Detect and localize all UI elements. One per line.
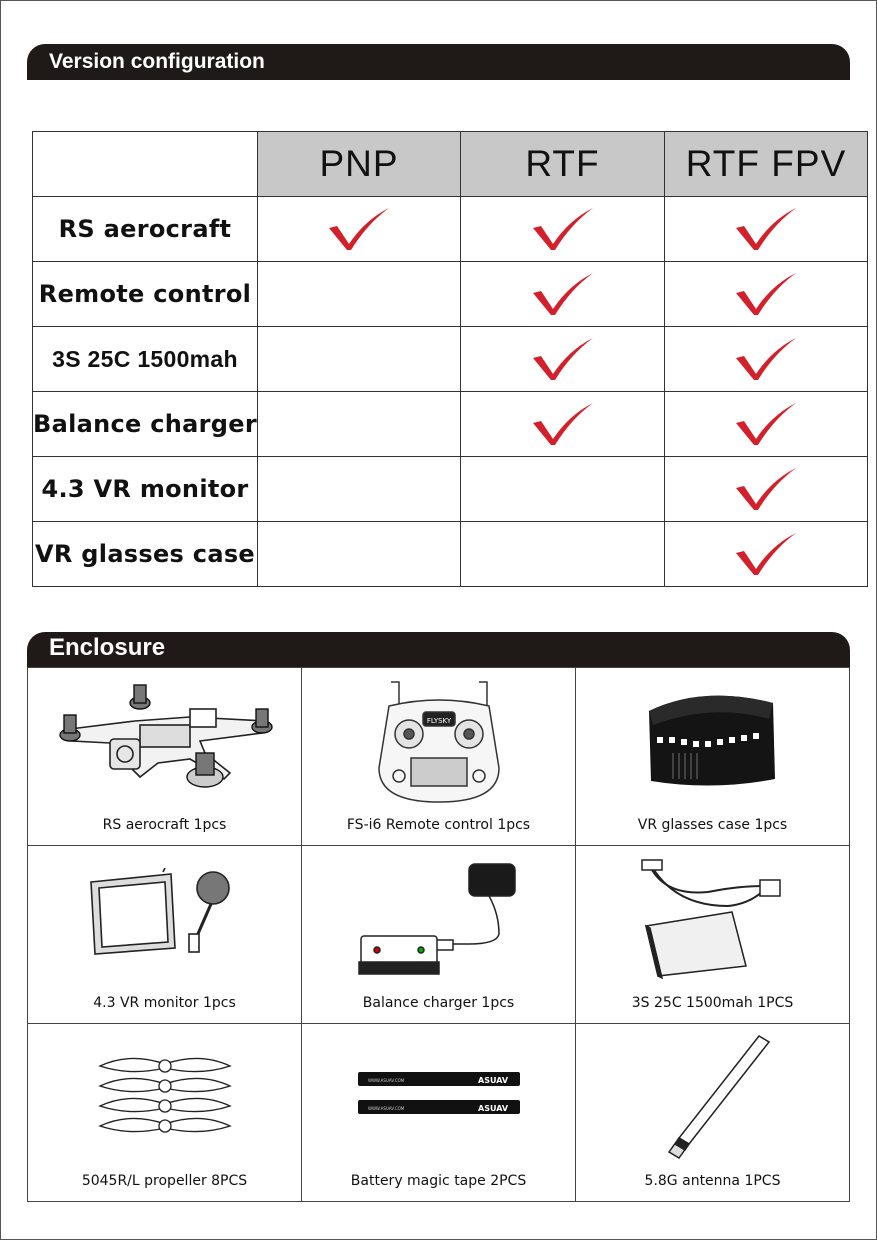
cell-pnp [258, 262, 461, 327]
remote-control-icon [369, 676, 509, 804]
table-row [33, 197, 868, 262]
table-row [33, 327, 868, 392]
checkmark-icon [531, 336, 595, 382]
caption-glasses-case: VR glasses case 1pcs [637, 817, 788, 833]
cell-rtf-fpv [665, 197, 868, 262]
charger-icon [349, 854, 529, 982]
tape-brand-2: ASUAV [477, 1104, 508, 1113]
enclosure-grid [27, 667, 850, 1202]
cell-pnp [258, 197, 461, 262]
checkmark-icon [734, 401, 798, 447]
enclosure-header [27, 632, 850, 668]
glasses-case-icon [643, 681, 783, 799]
checkmark-icon [531, 271, 595, 317]
cell-rtf [461, 327, 665, 392]
cell-rtf [461, 392, 665, 457]
caption-battery: 3S 25C 1500mah 1PCS [631, 995, 794, 1011]
row-label: 4.3 VR monitor [33, 457, 258, 522]
enclosure-item-glasses-case [576, 668, 850, 846]
version-configuration-table [32, 131, 868, 587]
row-label: Balance charger [33, 392, 258, 457]
cell-rtf-fpv [665, 327, 868, 392]
checkmark-icon [531, 206, 595, 252]
row-label: 3S 25C 1500mah [33, 327, 258, 392]
cell-rtf [461, 457, 665, 522]
cell-rtf-fpv [665, 522, 868, 587]
checkmark-icon [327, 206, 391, 252]
column-header-rtf: RTF [461, 132, 665, 197]
enclosure-item-charger [302, 846, 576, 1024]
cell-rtf [461, 522, 665, 587]
row-label: VR glasses case [33, 522, 258, 587]
propeller-icon [90, 1046, 240, 1146]
enclosure-item-propeller [28, 1024, 302, 1202]
caption-remote-control: FS-i6 Remote control 1pcs [346, 817, 531, 833]
magic-tape-icon [354, 1066, 524, 1126]
remote-brand-label: FLYSKY [426, 717, 451, 725]
checkmark-icon [734, 206, 798, 252]
caption-monitor: 4.3 VR monitor 1pcs [93, 995, 236, 1011]
battery-icon [638, 856, 788, 980]
cell-pnp [258, 392, 461, 457]
caption-antenna: 5.8G antenna 1PCS [644, 1173, 781, 1189]
table-body [33, 197, 868, 587]
row-label: RS aerocraft [33, 197, 258, 262]
enclosure-item-monitor [28, 846, 302, 1024]
cell-pnp [258, 457, 461, 522]
caption-propeller: 5045R/L propeller 8PCS [81, 1173, 248, 1189]
caption-magic-tape: Battery magic tape 2PCS [350, 1173, 527, 1189]
row-label: Remote control [33, 262, 258, 327]
table-row [33, 457, 868, 522]
checkmark-icon [734, 531, 798, 577]
version-configuration-header [27, 44, 850, 80]
column-header-pnp: PNP [258, 132, 461, 197]
table-row [33, 392, 868, 457]
cell-rtf-fpv [665, 392, 868, 457]
checkmark-icon [734, 271, 798, 317]
header-blank-cell [33, 132, 258, 197]
caption-charger: Balance charger 1pcs [362, 995, 515, 1011]
table-row [33, 262, 868, 327]
antenna-icon [643, 1032, 783, 1160]
tape-url-2: WWW.ASUAV.COM [367, 1106, 404, 1111]
enclosure-title: Enclosure [49, 634, 166, 661]
monitor-icon [85, 868, 245, 968]
cell-rtf-fpv [665, 457, 868, 522]
version-configuration-title: Version configuration [49, 50, 265, 73]
tape-url-1: WWW.ASUAV.COM [367, 1078, 404, 1083]
tape-brand-1: ASUAV [477, 1076, 508, 1085]
column-header-rtf-fpv: RTF FPV [665, 132, 868, 197]
cell-pnp [258, 522, 461, 587]
cell-pnp [258, 327, 461, 392]
cell-rtf-fpv [665, 262, 868, 327]
enclosure-item-antenna [576, 1024, 850, 1202]
cell-rtf [461, 197, 665, 262]
caption-aerocraft: RS aerocraft 1pcs [102, 817, 227, 833]
enclosure-item-remote [302, 668, 576, 846]
enclosure-item-aerocraft [28, 668, 302, 846]
enclosure-item-battery [576, 846, 850, 1024]
enclosure-item-magic-tape [302, 1024, 576, 1202]
drone-icon [40, 681, 290, 799]
table-header-row [33, 132, 868, 197]
checkmark-icon [734, 336, 798, 382]
checkmark-icon [734, 466, 798, 512]
checkmark-icon [531, 401, 595, 447]
cell-rtf [461, 262, 665, 327]
table-row [33, 522, 868, 587]
